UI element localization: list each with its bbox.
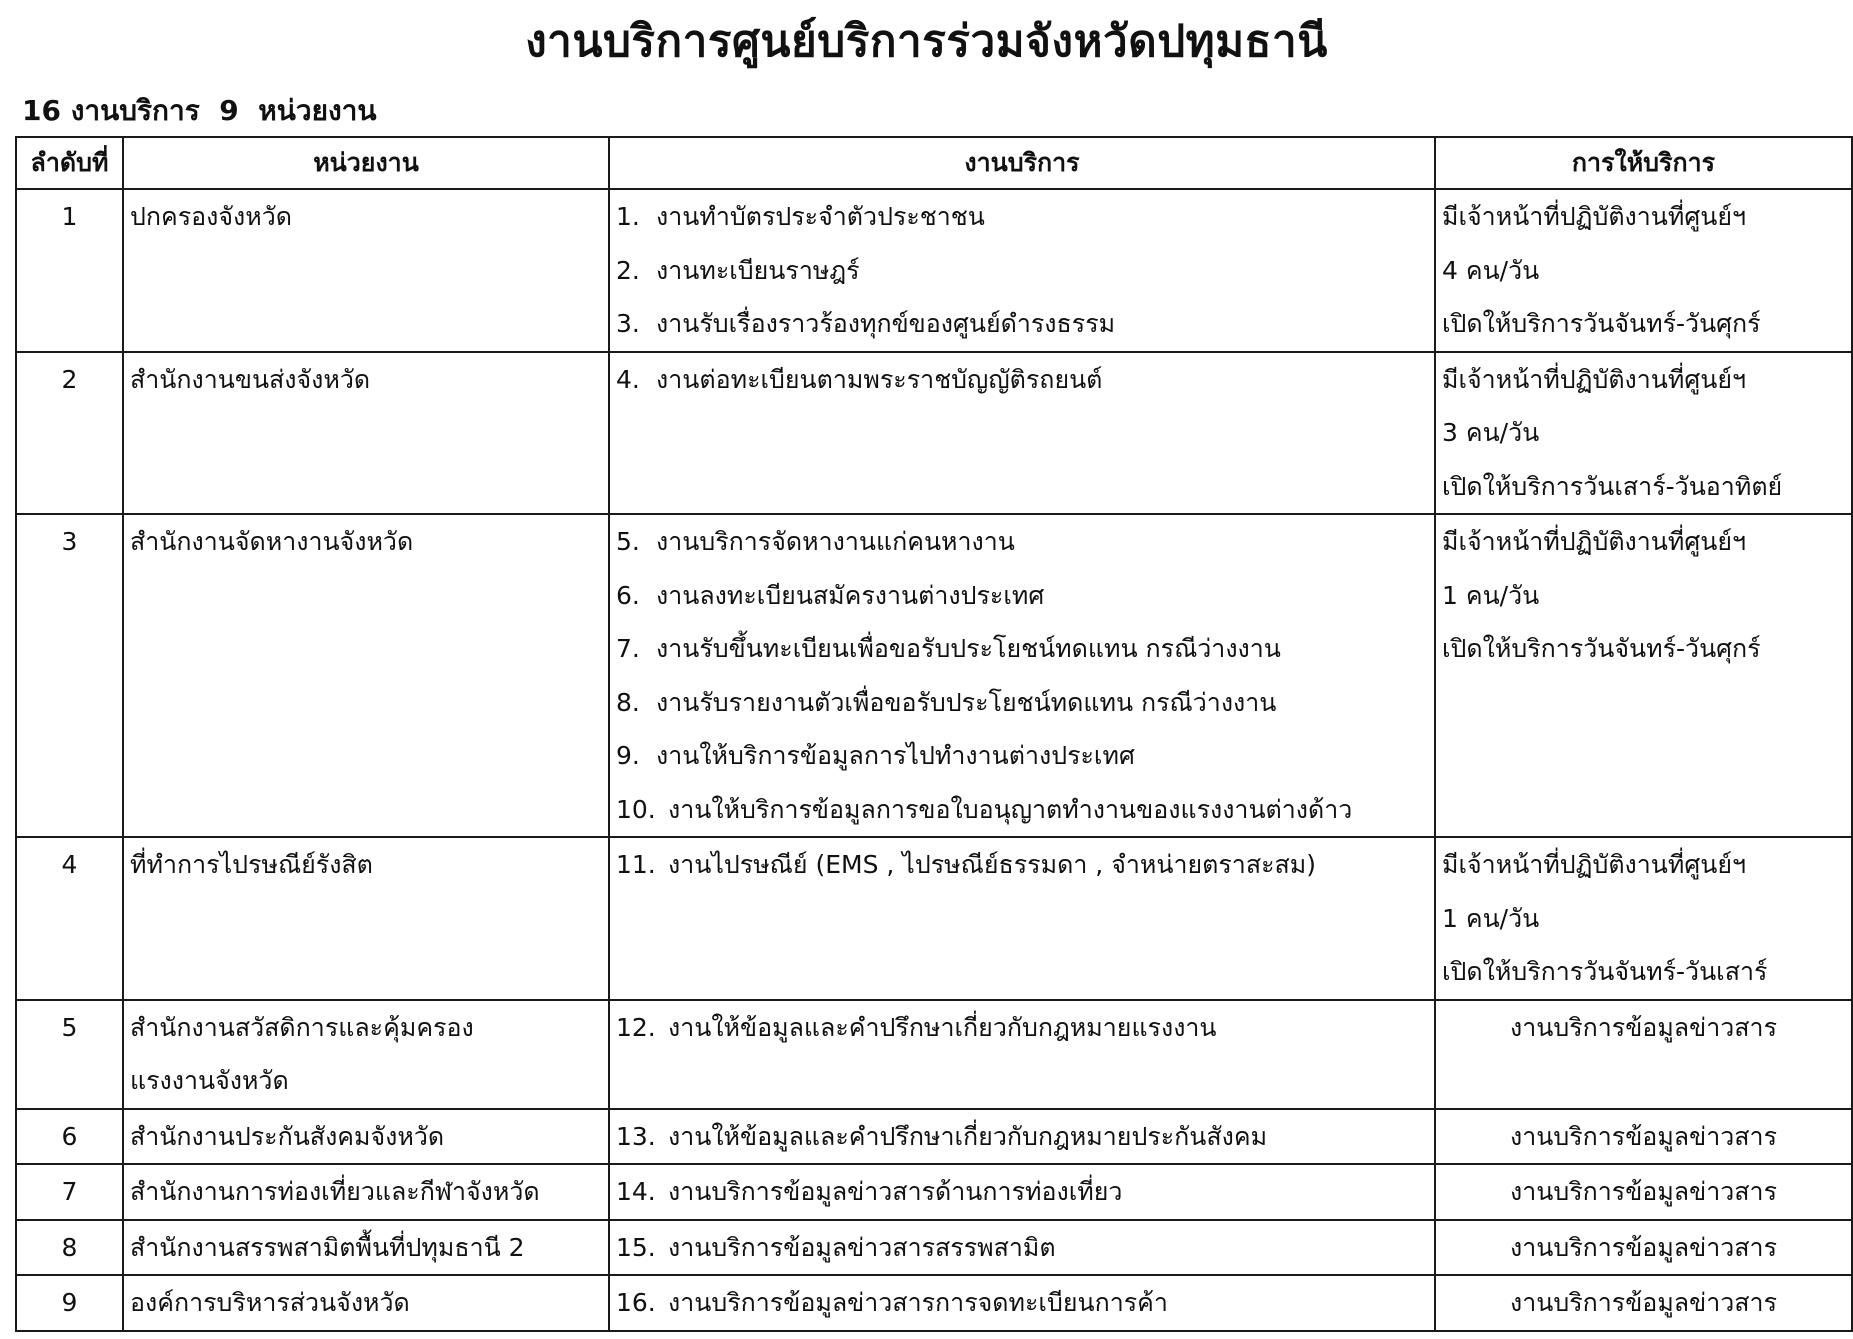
delivery-line: เปิดให้บริการวันจันทร์-วันเสาร์ [1442, 957, 1768, 986]
service-text: งานให้ข้อมูลและคำปรึกษาเกี่ยวกับกฎหมายประกันสังคม [668, 1121, 1268, 1151]
service-number: 4. [616, 364, 640, 394]
agency-name: ที่ทำการไปรษณีย์รังสิต [130, 850, 373, 879]
service-item [616, 1165, 1428, 1219]
header-row [16, 137, 1852, 189]
table-row [16, 514, 1852, 837]
service-item [616, 569, 1428, 623]
service-number: 3. [616, 309, 640, 338]
table-row [16, 1275, 1852, 1331]
delivery-line: มีเจ้าหน้าที่ปฏิบัติงานที่ศูนย์ฯ [1442, 202, 1747, 231]
delivery-line: มีเจ้าหน้าที่ปฏิบัติงานที่ศูนย์ฯ [1442, 850, 1747, 879]
row-number: 6 [61, 1121, 78, 1151]
delivery-line: 1 คน/วัน [1442, 580, 1540, 610]
agency-name: สำนักงานสวัสดิการและคุ้มครอง [130, 1012, 474, 1042]
delivery-cell [1435, 837, 1852, 1000]
service-item [616, 838, 1428, 892]
service-text: งานทำบัตรประจำตัวประชาชน [656, 202, 985, 231]
service-number: 16. [616, 1288, 656, 1317]
service-number: 6. [616, 580, 640, 610]
service-text: งานทะเบียนราษฎร์ [656, 255, 860, 285]
agency-cell [123, 837, 609, 1000]
row-number: 1 [61, 202, 78, 231]
delivery-line: งานบริการข้อมูลข่าวสาร [1509, 1288, 1778, 1317]
delivery-line: เปิดให้บริการวันเสาร์-วันอาทิตย์ [1442, 471, 1783, 501]
delivery-cell [1435, 189, 1852, 352]
delivery-line: มีเจ้าหน้าที่ปฏิบัติงานที่ศูนย์ฯ [1442, 527, 1747, 556]
service-number: 2. [616, 255, 640, 285]
header-no: ลำดับที่ [16, 137, 123, 189]
service-item [616, 729, 1428, 783]
service-number: 14. [616, 1177, 656, 1206]
delivery-line: งานบริการข้อมูลข่าวสาร [1509, 1177, 1778, 1206]
service-table [15, 136, 1853, 1332]
service-text: งานรับเรื่องราวร้องทุกข์ของศูนย์ดำรงธรรม [656, 309, 1116, 338]
services-cell [609, 1220, 1435, 1276]
service-number: 1. [616, 202, 640, 231]
delivery-cell [1435, 1275, 1852, 1331]
row-number-cell [16, 837, 123, 1000]
services-cell [609, 1000, 1435, 1109]
row-number: 3 [61, 527, 78, 556]
delivery-cell [1435, 1000, 1852, 1109]
service-number: 12. [616, 1012, 656, 1042]
delivery-line: 3 คน/วัน [1442, 418, 1540, 447]
table-row [16, 189, 1852, 352]
service-item [616, 1110, 1428, 1164]
services-cell [609, 189, 1435, 352]
service-item [616, 1001, 1428, 1055]
agency-cell [123, 1000, 609, 1109]
service-item [616, 190, 1428, 244]
delivery-line: งานบริการข้อมูลข่าวสาร [1509, 1012, 1778, 1042]
table-row [16, 837, 1852, 1000]
delivery-cell [1435, 514, 1852, 837]
table-row [16, 1109, 1852, 1165]
agency-cell [123, 1164, 609, 1220]
agency-name: สำนักงานสรรพสามิตพื้นที่ปทุมธานี 2 [130, 1232, 525, 1262]
services-cell [609, 352, 1435, 515]
delivery-line: งานบริการข้อมูลข่าวสาร [1509, 1232, 1778, 1262]
delivery-cell [1435, 352, 1852, 515]
service-item [616, 622, 1428, 676]
delivery-cell [1435, 1220, 1852, 1276]
agency-name: สำนักงานการท่องเที่ยวและกีฬาจังหวัด [130, 1177, 540, 1206]
header-delivery: การให้บริการ [1435, 137, 1852, 189]
services-cell [609, 1109, 1435, 1165]
row-number: 9 [61, 1288, 78, 1317]
agency-cell [123, 1220, 609, 1276]
page-title: งานบริการศูนย์บริการร่วมจังหวัดปทุมธานี [525, 16, 1328, 67]
service-text: งานรับขึ้นทะเบียนเพื่อขอรับประโยชน์ทดแทน กรณีว่างงาน [656, 634, 1281, 663]
service-text: งานบริการข้อมูลข่าวสารการจดทะเบียนการค้า [668, 1288, 1168, 1317]
delivery-line: งานบริการข้อมูลข่าวสาร [1509, 1121, 1778, 1151]
service-text: งานให้ข้อมูลและคำปรึกษาเกี่ยวกับกฎหมายแรงงาน [668, 1012, 1217, 1042]
service-item [616, 297, 1428, 351]
service-item [616, 244, 1428, 298]
agency-cell [123, 1109, 609, 1165]
service-item [616, 783, 1428, 837]
delivery-line: 1 คน/วัน [1442, 903, 1540, 933]
service-text: งานลงทะเบียนสมัครงานต่างประเทศ [656, 580, 1045, 610]
delivery-line: เปิดให้บริการวันจันทร์-วันศุกร์ [1442, 634, 1761, 663]
service-text: งานบริการจัดหางานแก่คนหางาน [656, 527, 1015, 556]
agency-name: ปกครองจังหวัด [130, 202, 292, 231]
service-text: งานให้บริการข้อมูลการไปทำงานต่างประเทศ [656, 741, 1135, 770]
row-number-cell [16, 189, 123, 352]
agency-name: สำนักงานขนส่งจังหวัด [130, 364, 371, 394]
services-cell [609, 1164, 1435, 1220]
service-text: งานให้บริการข้อมูลการขอใบอนุญาตทำงานของแรงงานต่างด้าว [668, 794, 1353, 824]
service-text: งานบริการข้อมูลข่าวสารสรรพสามิต [668, 1232, 1056, 1262]
table-row [16, 352, 1852, 515]
agency-cell [123, 189, 609, 352]
service-text: งานรับรายงานตัวเพื่อขอรับประโยชน์ทดแทน กรณีว่างงาน [656, 687, 1277, 717]
page-subtitle: 16 งานบริการ 9 หน่วยงาน [22, 94, 377, 127]
row-number: 2 [61, 364, 78, 394]
delivery-cell [1435, 1109, 1852, 1165]
row-number: 5 [61, 1012, 78, 1042]
table-row [16, 1164, 1852, 1220]
row-number-cell [16, 1275, 123, 1331]
row-number: 8 [61, 1232, 78, 1262]
row-number-cell [16, 1109, 123, 1165]
header-services: งานบริการ [609, 137, 1435, 189]
agency-cell [123, 514, 609, 837]
service-number: 11. [616, 850, 656, 879]
row-number-cell [16, 1000, 123, 1109]
service-item [616, 676, 1428, 730]
table-row [16, 1220, 1852, 1276]
row-number-cell [16, 352, 123, 515]
agency-cell [123, 352, 609, 515]
row-number-cell [16, 514, 123, 837]
service-number: 13. [616, 1121, 656, 1151]
table-row [16, 1000, 1852, 1109]
agency-name: องค์การบริหารส่วนจังหวัด [130, 1288, 410, 1317]
delivery-line: มีเจ้าหน้าที่ปฏิบัติงานที่ศูนย์ฯ [1442, 364, 1747, 394]
service-item [616, 1276, 1428, 1330]
agency-name: สำนักงานประกันสังคมจังหวัด [130, 1121, 445, 1151]
table-body [16, 189, 1852, 1331]
agency-name: สำนักงานจัดหางานจังหวัด [130, 527, 414, 556]
row-number: 4 [61, 850, 78, 879]
services-cell [609, 514, 1435, 837]
header-agency: หน่วยงาน [123, 137, 609, 189]
row-number-cell [16, 1164, 123, 1220]
service-item [616, 353, 1428, 407]
service-number: 10. [616, 794, 656, 824]
service-number: 5. [616, 527, 640, 556]
delivery-line: 4 คน/วัน [1442, 255, 1540, 285]
row-number: 7 [61, 1177, 78, 1206]
services-cell [609, 837, 1435, 1000]
service-number: 8. [616, 687, 640, 717]
service-text: งานต่อทะเบียนตามพระราชบัญญัติรถยนต์ [656, 364, 1103, 394]
row-number-cell [16, 1220, 123, 1276]
service-item [616, 1221, 1428, 1275]
service-number: 9. [616, 741, 640, 770]
agency-cell [123, 1275, 609, 1331]
service-number: 7. [616, 634, 640, 663]
service-number: 15. [616, 1232, 656, 1262]
service-item [616, 515, 1428, 569]
delivery-line: เปิดให้บริการวันจันทร์-วันศุกร์ [1442, 309, 1761, 338]
delivery-cell [1435, 1164, 1852, 1220]
services-cell [609, 1275, 1435, 1331]
agency-name: แรงงานจังหวัด [130, 1066, 289, 1095]
service-text: งานบริการข้อมูลข่าวสารด้านการท่องเที่ยว [668, 1177, 1123, 1206]
service-text: งานไปรษณีย์ (EMS , ไปรษณีย์ธรรมดา , จำหน่ายตราสะสม) [668, 850, 1317, 879]
